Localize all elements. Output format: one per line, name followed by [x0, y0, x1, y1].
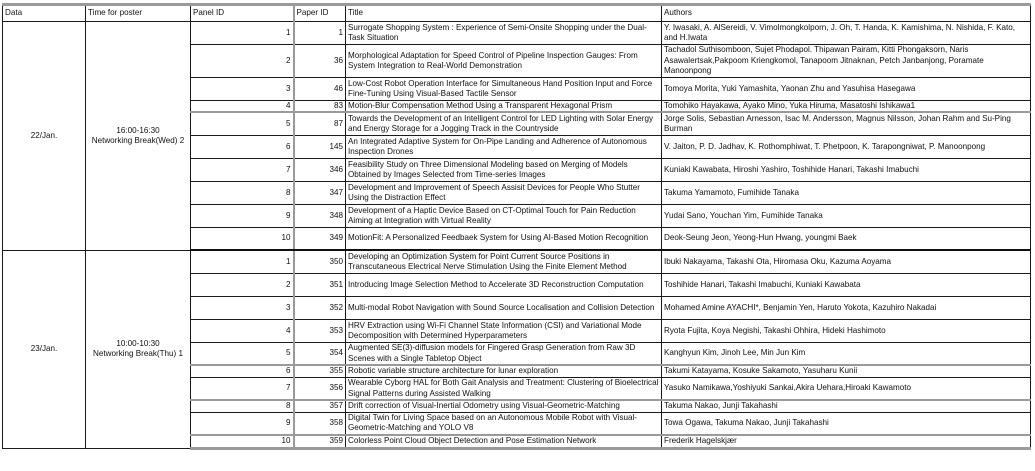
authors-cell: Jorge Solis, Sebastian Arnesson, Isac M. Andersson, Magnus Nilsson, Johan Rahm and Su-Ping Burman [662, 112, 1031, 135]
panel-id-cell: 3 [191, 296, 294, 319]
authors-cell: Kanghyun Kim, Jinoh Lee, Min Jun Kim [662, 342, 1031, 365]
panel-id-cell: 8 [191, 181, 294, 204]
authors-cell: V. Jaiton, P. D. Jadhav, K. Rothomphiwat, T. Phetpoon, K. Tarapongniwat, P. Manoonpong [662, 135, 1031, 158]
panel-id-cell: 6 [191, 135, 294, 158]
authors-cell: Tachadol Suthisomboon, Sujet Phodapol. Thipawan Pairam, Kitti Phongaksorn, Naris Asawalertsak,Pakpoom Kriengkomol, Tanapoom Jitnaknan, Petch Janbanjong, Poramate Manoonpong [662, 45, 1031, 78]
panel-id-cell: 8 [191, 400, 294, 412]
authors-cell: Yudai Sano, Youchan Yim, Fumihide Tanaka [662, 204, 1031, 227]
paper-id-cell: 351 [294, 273, 346, 296]
paper-id-cell: 145 [294, 135, 346, 158]
paper-id-cell: 359 [294, 435, 346, 448]
authors-cell: Tomohiko Hayakawa, Ayako Mino, Yuka Hiruma, Masatoshi Ishikawa1 [662, 101, 1031, 113]
authors-cell: Takuma Nakao, Junji Takahashi [662, 400, 1031, 412]
panel-id-cell: 7 [191, 377, 294, 400]
paper-id-cell: 358 [294, 412, 346, 435]
title-cell: An Integrated Adaptive System for On-Pipe Landing and Adherence of Autonomous Inspection Drones [346, 135, 662, 158]
panel-id-cell: 6 [191, 365, 294, 377]
panel-id-cell: 4 [191, 319, 294, 342]
paper-id-cell: 355 [294, 365, 346, 377]
header-title: Title [346, 5, 662, 22]
header-row [3, 5, 1031, 22]
header-date: Data [3, 5, 86, 22]
paper-id-cell: 347 [294, 181, 346, 204]
title-cell: Surrogate Shopping System : Experience of Semi-Onsite Shopping under the Dual-Task Situation [346, 22, 662, 45]
paper-id-cell: 1 [294, 22, 346, 45]
authors-cell: Yasuko Namikawa,Yoshiyuki Sankai,Akira Uehara,Hiroaki Kawamoto [662, 377, 1031, 400]
authors-cell: Toshihide Hanari, Takashi Imabuchi, Kuniaki Kawabata [662, 273, 1031, 296]
paper-id-cell: 350 [294, 250, 346, 273]
panel-id-cell: 2 [191, 273, 294, 296]
poster-schedule-table [2, 3, 1031, 450]
paper-id-cell: 346 [294, 158, 346, 181]
authors-cell: Mohamed Amine AYACHI*, Benjamin Yen, Haruto Yokota, Kazuhiro Nakadai [662, 296, 1031, 319]
title-cell: Development of a Haptic Device Based on CT-Optimal Touch for Pain Reduction Aiming at Integration with Virtual Reality [346, 204, 662, 227]
title-cell: Colorless Point Cloud Object Detection and Pose Estimation Network [346, 435, 662, 448]
panel-id-cell: 9 [191, 204, 294, 227]
paper-id-cell: 357 [294, 400, 346, 412]
session-group [3, 22, 1031, 251]
authors-cell: Frederik Hagelskjær [662, 435, 1031, 448]
authors-cell: Takuma Yamamoto, Fumihide Tanaka [662, 181, 1031, 204]
session-time-range: 10:00-10:30 [116, 338, 160, 348]
title-cell: Motion-Blur Compensation Method Using a Transparent Hexagonal Prism [346, 101, 662, 113]
session-date: 23/Jan. [3, 250, 86, 448]
paper-id-cell: 356 [294, 377, 346, 400]
title-cell: Developing an Optimization System for Point Current Source Positions in Transcutaneous Electrical Nerve Stimulation Using the Finite Element Method [346, 250, 662, 273]
panel-id-cell: 4 [191, 101, 294, 113]
table-row [3, 22, 1031, 45]
authors-cell: Ibuki Nakayama, Takashi Ota, Hiromasa Oku, Kazuma Aoyama [662, 250, 1031, 273]
panel-id-cell: 3 [191, 78, 294, 101]
paper-id-cell: 354 [294, 342, 346, 365]
paper-id-cell: 352 [294, 296, 346, 319]
authors-cell: Towa Ogawa, Takuma Nakao, Junji Takahashi [662, 412, 1031, 435]
title-cell: Low-Cost Robot Operation Interface for Simultaneous Hand Position Input and Force Fine-Tuning Using Visual-Based Tactile Sensor [346, 78, 662, 101]
authors-cell: Ryota Fujita, Koya Negishi, Takashi Ohhira, Hideki Hashimoto [662, 319, 1031, 342]
authors-cell: Deok-Seung Jeon, Yeong-Hun Hwang, youngmi Baek [662, 227, 1031, 250]
panel-id-cell: 1 [191, 22, 294, 45]
title-cell: MotionFit: A Personalized Feedbaek System for Using AI-Based Motion Recognition [346, 227, 662, 250]
title-cell: Towards the Development of an Intelligent Control for LED Lighting with Solar Energy and Energy Storage for a Jogging Track in the Countryside [346, 112, 662, 135]
session-date: 22/Jan. [3, 22, 86, 251]
paper-id-cell: 36 [294, 45, 346, 78]
session-group [3, 250, 1031, 448]
session-time [86, 250, 191, 448]
panel-id-cell: 1 [191, 250, 294, 273]
panel-id-cell: 5 [191, 342, 294, 365]
session-break-name: Networking Break(Thu) 1 [93, 349, 183, 359]
paper-id-cell: 348 [294, 204, 346, 227]
authors-cell: Tomoya Morita, Yuki Yamashita, Yaonan Zhu and Yasuhisa Hasegawa [662, 78, 1031, 101]
paper-id-cell: 353 [294, 319, 346, 342]
panel-id-cell: 5 [191, 112, 294, 135]
title-cell: Wearable Cyborg HAL for Both Gait Analysis and Treatment: Clustering of Bioelectrical Signal Patterns during Assisted Walking [346, 377, 662, 400]
authors-cell: Y. Iwasaki, A. AlSereidi, V. Vimolmongkolporn, J. Oh, T. Handa, K. Kamishima, N. Nishida, F. Kato, and H.Iwata [662, 22, 1031, 45]
panel-id-cell: 9 [191, 412, 294, 435]
title-cell: Augmented SE(3)-diffusion models for Fingered Grasp Generation from Raw 3D Scenes with a Single Tabletop Object [346, 342, 662, 365]
authors-cell: Takumi Katayama, Kosuke Sakamoto, Yasuharu Kunii [662, 365, 1031, 377]
paper-id-cell: 87 [294, 112, 346, 135]
title-cell: Digital Twin for Living Space based on an Autonomous Mobile Robot with Visual-Geometric-Matching and YOLO V8 [346, 412, 662, 435]
table-row [3, 250, 1031, 273]
title-cell: Robotic variable structure architecture for lunar exploration [346, 365, 662, 377]
session-time [86, 22, 191, 251]
title-cell: Multi-modal Robot Navigation with Sound Source Localisation and Collision Detection [346, 296, 662, 319]
paper-id-cell: 46 [294, 78, 346, 101]
header-paper-id: Paper ID [294, 5, 346, 22]
paper-id-cell: 83 [294, 101, 346, 113]
title-cell: HRV Extraction using Wi-Fi Channel State Information (CSI) and Variational Mode Decomposition with Determined Hyperparameters [346, 319, 662, 342]
authors-cell: Kuniaki Kawabata, Hiroshi Yashiro, Toshihide Hanari, Takashi Imabuchi [662, 158, 1031, 181]
session-time-range: 16:00-16:30 [116, 125, 160, 135]
title-cell: Morphological Adaptation for Speed Control of Pipeline Inspection Gauges: From System Integration to Real-World Demonstration [346, 45, 662, 78]
header-time: Time for poster [86, 5, 191, 22]
title-cell: Development and Improvement of Speech Assisit Devices for People Who Stutter Using the Distraction Effect [346, 181, 662, 204]
paper-id-cell: 349 [294, 227, 346, 250]
header-panel-id: Panel ID [191, 5, 294, 22]
session-break-name: Networking Break(Wed) 2 [91, 135, 185, 145]
panel-id-cell: 7 [191, 158, 294, 181]
header-authors: Authors [662, 5, 1031, 22]
title-cell: Drift correction of Visual-Inertial Odometry using Visual-Geometric-Matching [346, 400, 662, 412]
title-cell: Feasibility Study on Three Dimensional Modeling based on Merging of Models Obtained by Images Selected from Time-series Images [346, 158, 662, 181]
panel-id-cell: 2 [191, 45, 294, 78]
title-cell: Introducing Image Selection Method to Accelerate 3D Reconstruction Computation [346, 273, 662, 296]
panel-id-cell: 10 [191, 227, 294, 250]
panel-id-cell: 10 [191, 435, 294, 448]
